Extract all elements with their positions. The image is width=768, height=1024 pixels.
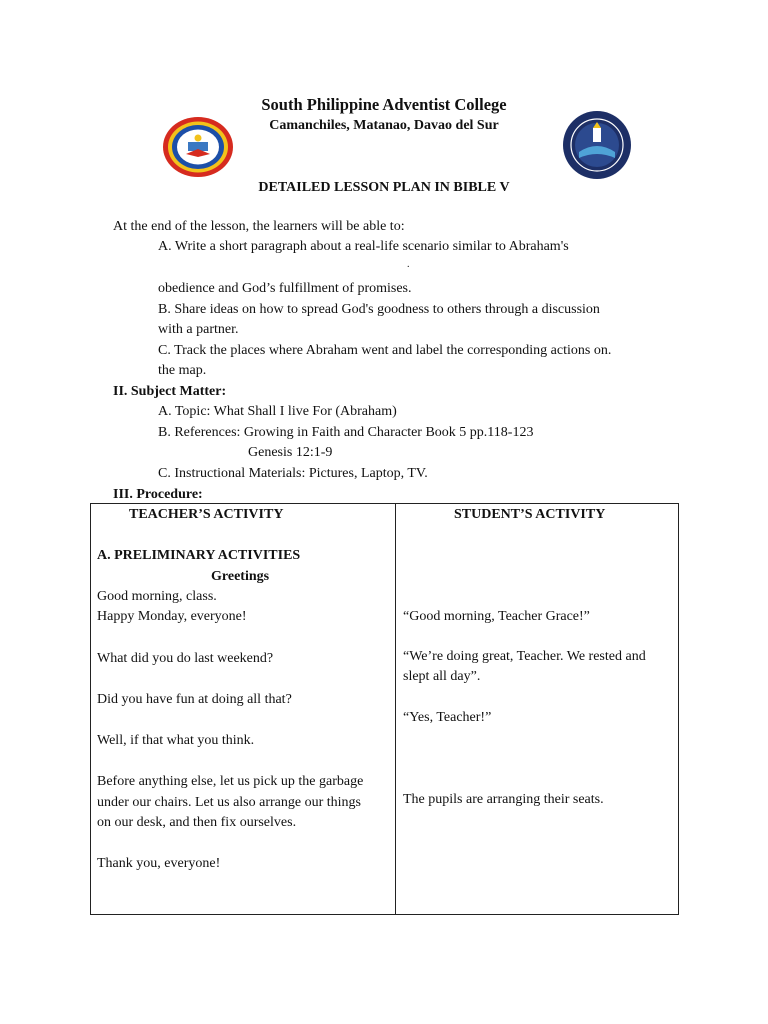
teacher-line: Thank you, everyone!: [97, 856, 221, 871]
objective-a-line-1: A. Write a short paragraph about a real-life scenario similar to Abraham's: [158, 239, 569, 254]
objectives-intro: At the end of the lesson, the learners will be able to:: [113, 219, 405, 234]
procedure-table: [90, 503, 679, 915]
greetings-heading: Greetings: [211, 569, 270, 584]
stray-dot: .: [407, 259, 410, 270]
materials-line: C. Instructional Materials: Pictures, Laptop, TV.: [158, 466, 428, 481]
teacher-line: Happy Monday, everyone!: [97, 609, 247, 624]
topic-line: A. Topic: What Shall I live For (Abraham): [158, 404, 397, 419]
procedure-heading: III. Procedure:: [113, 487, 203, 502]
teacher-line: under our chairs. Let us also arrange our things: [97, 795, 361, 810]
objective-c-line-1: C. Track the places where Abraham went and label the corresponding actions on.: [158, 343, 612, 358]
references-line-2: Genesis 12:1-9: [248, 445, 333, 460]
student-line: slept all day”.: [403, 669, 481, 684]
objective-a-line-2: obedience and God’s fulfillment of promises.: [158, 281, 412, 296]
student-line: “Good morning, Teacher Grace!”: [403, 609, 590, 624]
student-line: “We’re doing great, Teacher. We rested and: [403, 649, 646, 664]
teacher-activity-header: TEACHER’S ACTIVITY: [129, 507, 284, 522]
subject-matter-heading: II. Subject Matter:: [113, 384, 227, 399]
teacher-activity-column: [91, 504, 396, 915]
teacher-line: Well, if that what you think.: [97, 733, 255, 748]
lesson-plan-title: DETAILED LESSON PLAN IN BIBLE V: [258, 180, 510, 195]
school-name: South Philippine Adventist College: [261, 95, 507, 114]
preliminary-activities-heading: A. PRELIMINARY ACTIVITIES: [97, 548, 301, 563]
teacher-line: Did you have fun at doing all that?: [97, 692, 292, 707]
school-address: Camanchiles, Matanao, Davao del Sur: [269, 118, 499, 133]
objective-b-line-1: B. Share ideas on how to spread God's goodness to others through a discussion: [158, 302, 600, 317]
student-activity-column: [396, 504, 679, 915]
teacher-line: Before anything else, let us pick up the garbage: [97, 774, 364, 789]
references-line: B. References: Growing in Faith and Character Book 5 pp.118-123: [158, 425, 534, 440]
student-activity-header: STUDENT’S ACTIVITY: [454, 507, 606, 522]
objective-b-line-2: with a partner.: [158, 322, 239, 337]
teacher-education-seal-logo: [562, 110, 632, 180]
teacher-line: What did you do last weekend?: [97, 651, 274, 666]
student-line: The pupils are arranging their seats.: [403, 792, 604, 807]
teacher-line: on our desk, and then fix ourselves.: [97, 815, 297, 830]
teacher-line: Good morning, class.: [97, 589, 217, 604]
college-seal-logo: [162, 116, 234, 178]
student-line: “Yes, Teacher!”: [403, 710, 492, 725]
objective-c-line-2: the map.: [158, 363, 207, 378]
